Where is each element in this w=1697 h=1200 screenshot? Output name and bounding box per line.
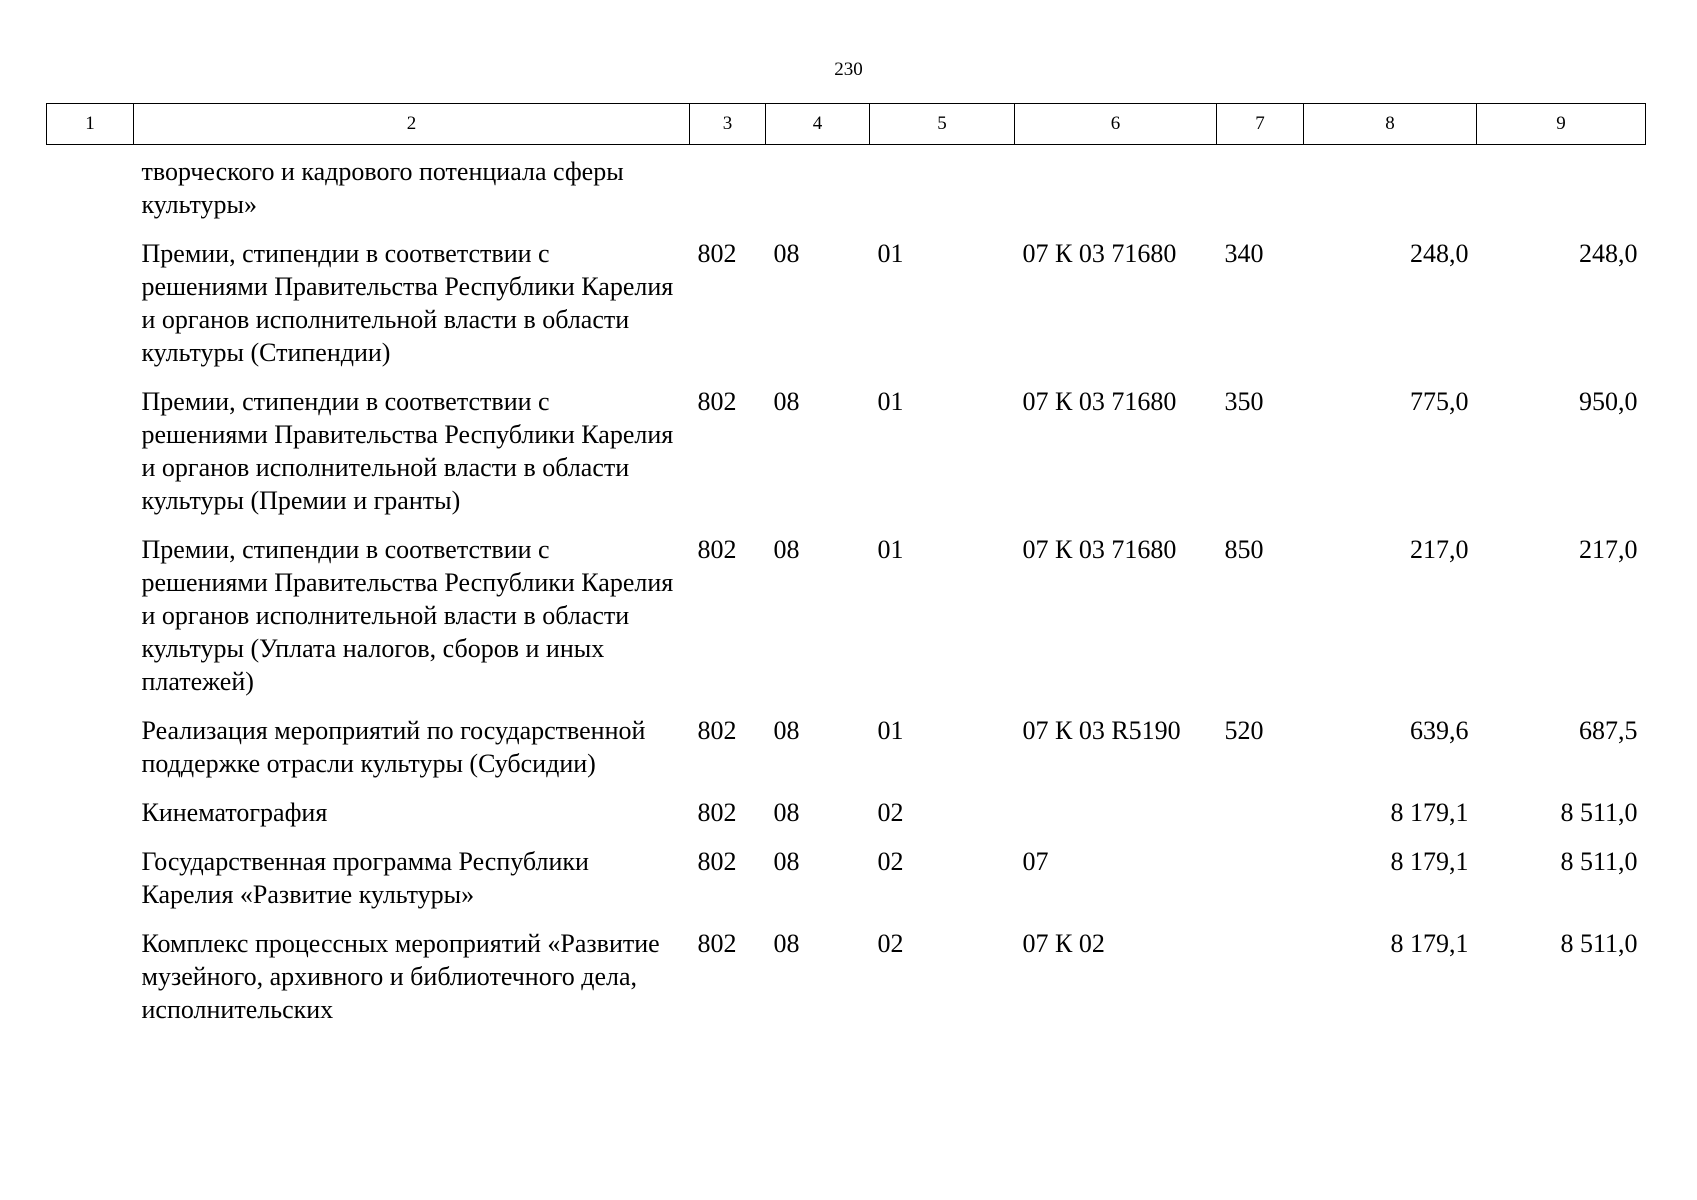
amount-cell: 8 179,1 bbox=[1390, 847, 1469, 876]
target-article-cell: 07 bbox=[1022, 847, 1049, 876]
section-code-cell: 08 bbox=[773, 535, 800, 564]
target-article-cell: 07 К 03 71680 bbox=[1022, 535, 1177, 564]
section-code-cell: 08 bbox=[773, 239, 800, 268]
table-row bbox=[47, 845, 1646, 927]
amount-cell: 8 511,0 bbox=[1560, 929, 1638, 958]
item-name-cell: Премии, стипендии в соответствии с решениями Правительства Республики Карелия и органов исполнительной власти в области культуры (Уплата налогов, сборов и иных платежей) bbox=[141, 535, 674, 696]
ministry-code-cell: 802 bbox=[697, 716, 737, 745]
row-number-cell bbox=[47, 145, 134, 238]
expense-type-cell bbox=[1217, 845, 1304, 927]
ministry-code-cell bbox=[690, 145, 766, 238]
item-name-cell: Кинематография bbox=[141, 798, 328, 827]
target-article-cell bbox=[1015, 145, 1217, 238]
section-code-cell bbox=[766, 145, 870, 238]
table-row bbox=[47, 385, 1646, 533]
table-header-row bbox=[47, 104, 1646, 145]
section-code-cell: 08 bbox=[773, 387, 800, 416]
column-header: 9 bbox=[1477, 104, 1646, 145]
column-header: 7 bbox=[1217, 104, 1304, 145]
table-row bbox=[47, 237, 1646, 385]
expense-type-cell: 350 bbox=[1224, 387, 1264, 416]
amount-cell bbox=[1477, 145, 1646, 238]
row-number-cell bbox=[47, 533, 134, 714]
page-number: 230 bbox=[834, 59, 863, 80]
amount-cell: 687,5 bbox=[1579, 716, 1638, 745]
item-name-cell: Премии, стипендии в соответствии с решениями Правительства Республики Карелия и органов исполнительной власти в области культуры (Стипендии) bbox=[141, 239, 674, 367]
ministry-code-cell: 802 bbox=[697, 798, 737, 827]
amount-cell: 8 511,0 bbox=[1560, 798, 1638, 827]
row-number-cell bbox=[47, 385, 134, 533]
row-number-cell bbox=[47, 237, 134, 385]
row-number-cell bbox=[47, 927, 134, 1042]
item-name-cell: Государственная программа Республики Карелия «Развитие культуры» bbox=[141, 847, 589, 909]
target-article-cell: 07 К 03 71680 bbox=[1022, 239, 1177, 268]
target-article-cell: 07 К 03 71680 bbox=[1022, 387, 1177, 416]
row-number-cell bbox=[47, 845, 134, 927]
table-row bbox=[47, 796, 1646, 845]
column-header: 5 bbox=[870, 104, 1015, 145]
amount-cell: 217,0 bbox=[1579, 535, 1638, 564]
ministry-code-cell: 802 bbox=[697, 929, 737, 958]
table-row bbox=[47, 927, 1646, 1042]
section-code-cell: 08 bbox=[773, 847, 800, 876]
ministry-code-cell: 802 bbox=[697, 535, 737, 564]
amount-cell: 639,6 bbox=[1410, 716, 1469, 745]
amount-cell: 8 179,1 bbox=[1390, 929, 1469, 958]
expense-type-cell bbox=[1217, 145, 1304, 238]
expense-type-cell bbox=[1217, 796, 1304, 845]
subsection-code-cell: 01 bbox=[877, 239, 904, 268]
column-header: 3 bbox=[690, 104, 766, 145]
ministry-code-cell: 802 bbox=[697, 847, 737, 876]
table-row bbox=[47, 145, 1646, 238]
expense-type-cell bbox=[1217, 927, 1304, 1042]
item-name-cell: Премии, стипендии в соответствии с решениями Правительства Республики Карелия и органов исполнительной власти в области культуры (Премии и гранты) bbox=[141, 387, 674, 515]
item-name-cell: Комплекс процессных мероприятий «Развитие музейного, архивного и библиотечного дела, исполнительских bbox=[141, 929, 660, 1024]
column-header: 6 bbox=[1015, 104, 1217, 145]
subsection-code-cell: 02 bbox=[877, 929, 904, 958]
amount-cell: 775,0 bbox=[1410, 387, 1469, 416]
subsection-code-cell: 02 bbox=[877, 847, 904, 876]
subsection-code-cell: 01 bbox=[877, 387, 904, 416]
item-name-cell: Реализация мероприятий по государственной поддержке отрасли культуры (Субсидии) bbox=[141, 716, 646, 778]
column-header: 2 bbox=[134, 104, 690, 145]
amount-cell: 8 179,1 bbox=[1390, 798, 1469, 827]
column-header: 1 bbox=[47, 104, 134, 145]
ministry-code-cell: 802 bbox=[697, 239, 737, 268]
subsection-code-cell: 02 bbox=[877, 798, 904, 827]
subsection-code-cell: 01 bbox=[877, 716, 904, 745]
target-article-cell: 07 К 02 bbox=[1022, 929, 1105, 958]
expense-type-cell: 850 bbox=[1224, 535, 1264, 564]
row-number-cell bbox=[47, 796, 134, 845]
ministry-code-cell: 802 bbox=[697, 387, 737, 416]
amount-cell: 950,0 bbox=[1579, 387, 1638, 416]
expense-type-cell: 520 bbox=[1224, 716, 1264, 745]
row-number-cell bbox=[47, 714, 134, 796]
column-header: 8 bbox=[1304, 104, 1477, 145]
section-code-cell: 08 bbox=[773, 798, 800, 827]
section-code-cell: 08 bbox=[773, 716, 800, 745]
subsection-code-cell: 01 bbox=[877, 535, 904, 564]
amount-cell: 248,0 bbox=[1579, 239, 1638, 268]
subsection-code-cell bbox=[870, 145, 1015, 238]
amount-cell: 248,0 bbox=[1410, 239, 1469, 268]
table-row bbox=[47, 533, 1646, 714]
amount-cell: 217,0 bbox=[1410, 535, 1469, 564]
item-name-cell: творческого и кадрового потенциала сферы культуры» bbox=[141, 157, 624, 219]
column-header: 4 bbox=[766, 104, 870, 145]
budget-table bbox=[46, 103, 1646, 1042]
target-article-cell: 07 К 03 R5190 bbox=[1022, 716, 1181, 745]
amount-cell: 8 511,0 bbox=[1560, 847, 1638, 876]
section-code-cell: 08 bbox=[773, 929, 800, 958]
target-article-cell bbox=[1015, 796, 1217, 845]
expense-type-cell: 340 bbox=[1224, 239, 1264, 268]
amount-cell bbox=[1304, 145, 1477, 238]
table-row bbox=[47, 714, 1646, 796]
